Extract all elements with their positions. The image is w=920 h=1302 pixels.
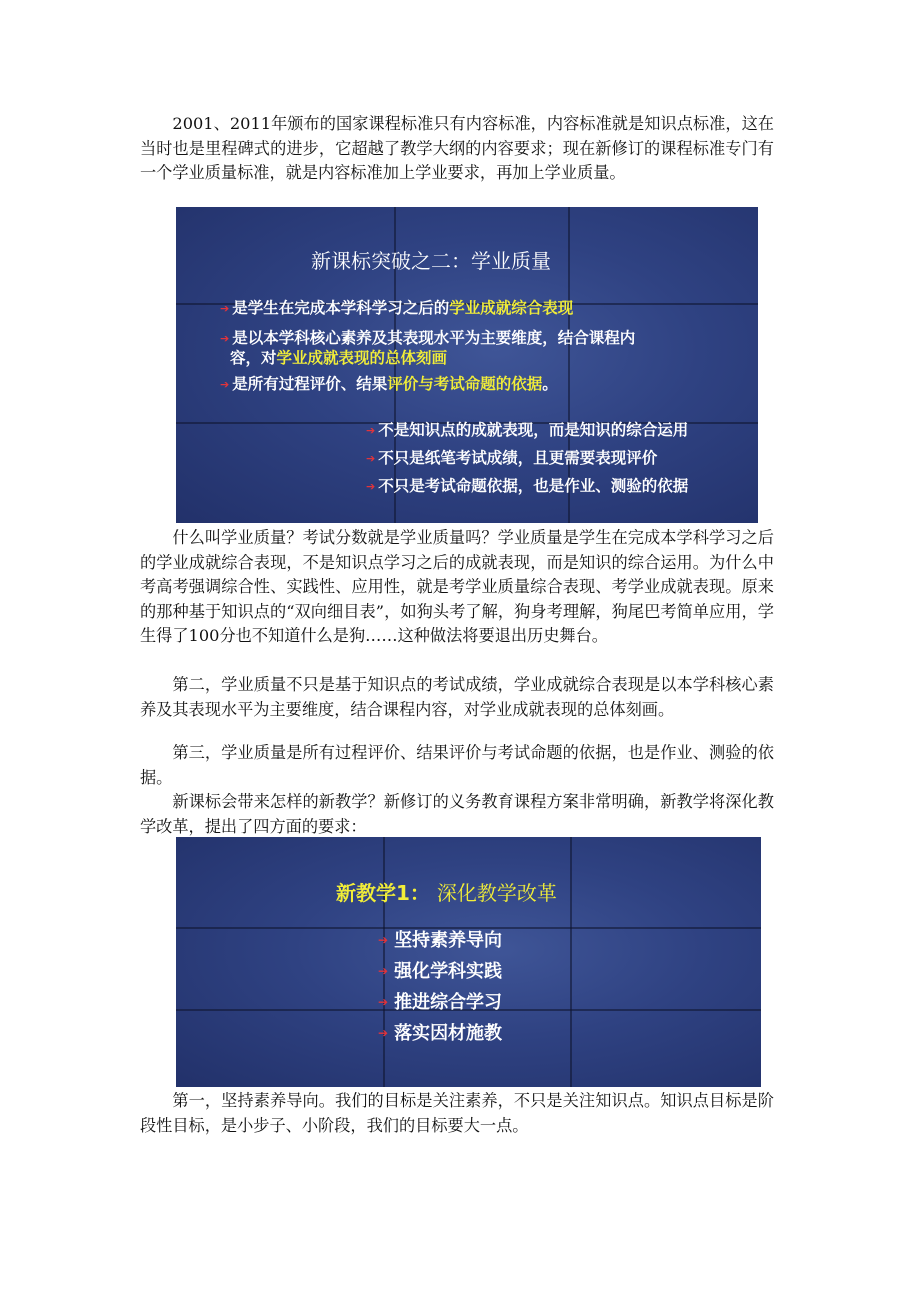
- slide2-item-4: ➔ 落实因材施教: [378, 1023, 503, 1044]
- paragraph-2: 什么叫学业质量？考试分数就是学业质量吗？学业质量是学生在完成本学科学习之后的学业成就综合表现，不是知识点学习之后的成就表现，而是知识的综合运用。为什么中考高考强调综合性、实践性、应用性，就是考学业质量综合表现、考学业成就表现。原来的那种基于知识点的“双向细目表”，如狗头考了解，狗身考理解，狗尾巴考简单应用，学生得了100分也不知道什么是狗……这种做法将要退出历史舞台。: [140, 528, 774, 645]
- slide2-item-1: ➔ 坚持素养导向: [378, 930, 503, 951]
- red-arrow-icon: ➔: [366, 452, 376, 465]
- red-arrow-icon: ➔: [220, 378, 230, 391]
- slide1-bullet-1: ➔ 是学生在完成本学科学习之后的学业成就综合表现: [220, 299, 574, 317]
- slide1-bullet-2: ➔ 是以本学科核心素养及其表现水平为主要维度，结合课程内: [220, 329, 636, 347]
- red-arrow-icon: ➔: [366, 480, 376, 493]
- slide1-bullet-2-cont: 容，对学业成就表现的总体刻画: [230, 349, 448, 367]
- paragraph-6: 第一，坚持素养导向。我们的目标是关注素养，不只是关注知识点。知识点目标是阶段性目标，是小步子、小阶段，我们的目标要大一点。: [140, 1091, 774, 1135]
- red-arrow-icon: ➔: [378, 933, 389, 947]
- red-arrow-icon: ➔: [378, 995, 389, 1009]
- slide-new-teaching: [176, 837, 761, 1087]
- red-arrow-icon: ➔: [220, 302, 230, 315]
- slide1-bullet-3: ➔ 是所有过程评价、结果评价与考试命题的依据。: [220, 375, 558, 393]
- slide1-bullet-6: ➔ 不只是考试命题依据，也是作业、测验的依据: [366, 477, 689, 495]
- slide2-item-2: ➔ 强化学科实践: [378, 961, 503, 982]
- slide1-title: 新课标突破之二：学业质量: [311, 249, 551, 273]
- red-arrow-icon: ➔: [378, 964, 389, 978]
- paragraph-1: 2001、2011年颁布的国家课程标准只有内容标准，内容标准就是知识点标准，这在当时也是里程碑式的进步，它超越了教学大纲的内容要求；现在新修订的课程标准专门有一个学业质量标准，就是内容标准加上学业要求，再加上学业质量。: [140, 114, 774, 182]
- red-arrow-icon: ➔: [378, 1026, 389, 1040]
- red-arrow-icon: ➔: [366, 424, 376, 437]
- paragraph-4: 第三，学业质量是所有过程评价、结果评价与考试命题的依据，也是作业、测验的依据。: [140, 743, 774, 787]
- slide2-item-3: ➔ 推进综合学习: [378, 992, 503, 1013]
- paragraph-5: 新课标会带来怎样的新教学？新修订的义务教育课程方案非常明确，新教学将深化教学改革，提出了四方面的要求：: [140, 792, 774, 836]
- red-arrow-icon: ➔: [220, 332, 230, 345]
- paragraph-3: 第二，学业质量不只是基于知识点的考试成绩，学业成就综合表现是以本学科核心素养及其表现水平为主要维度，结合课程内容，对学业成就表现的总体刻画。: [140, 675, 774, 719]
- slide-academic-quality: [176, 207, 758, 523]
- slide2-title: 新教学1： 深化教学改革: [336, 881, 557, 905]
- slide1-bullet-5: ➔ 不只是纸笔考试成绩，且更需要表现评价: [366, 449, 658, 467]
- slide1-bullet-4: ➔ 不是知识点的成就表现，而是知识的综合运用: [366, 421, 689, 439]
